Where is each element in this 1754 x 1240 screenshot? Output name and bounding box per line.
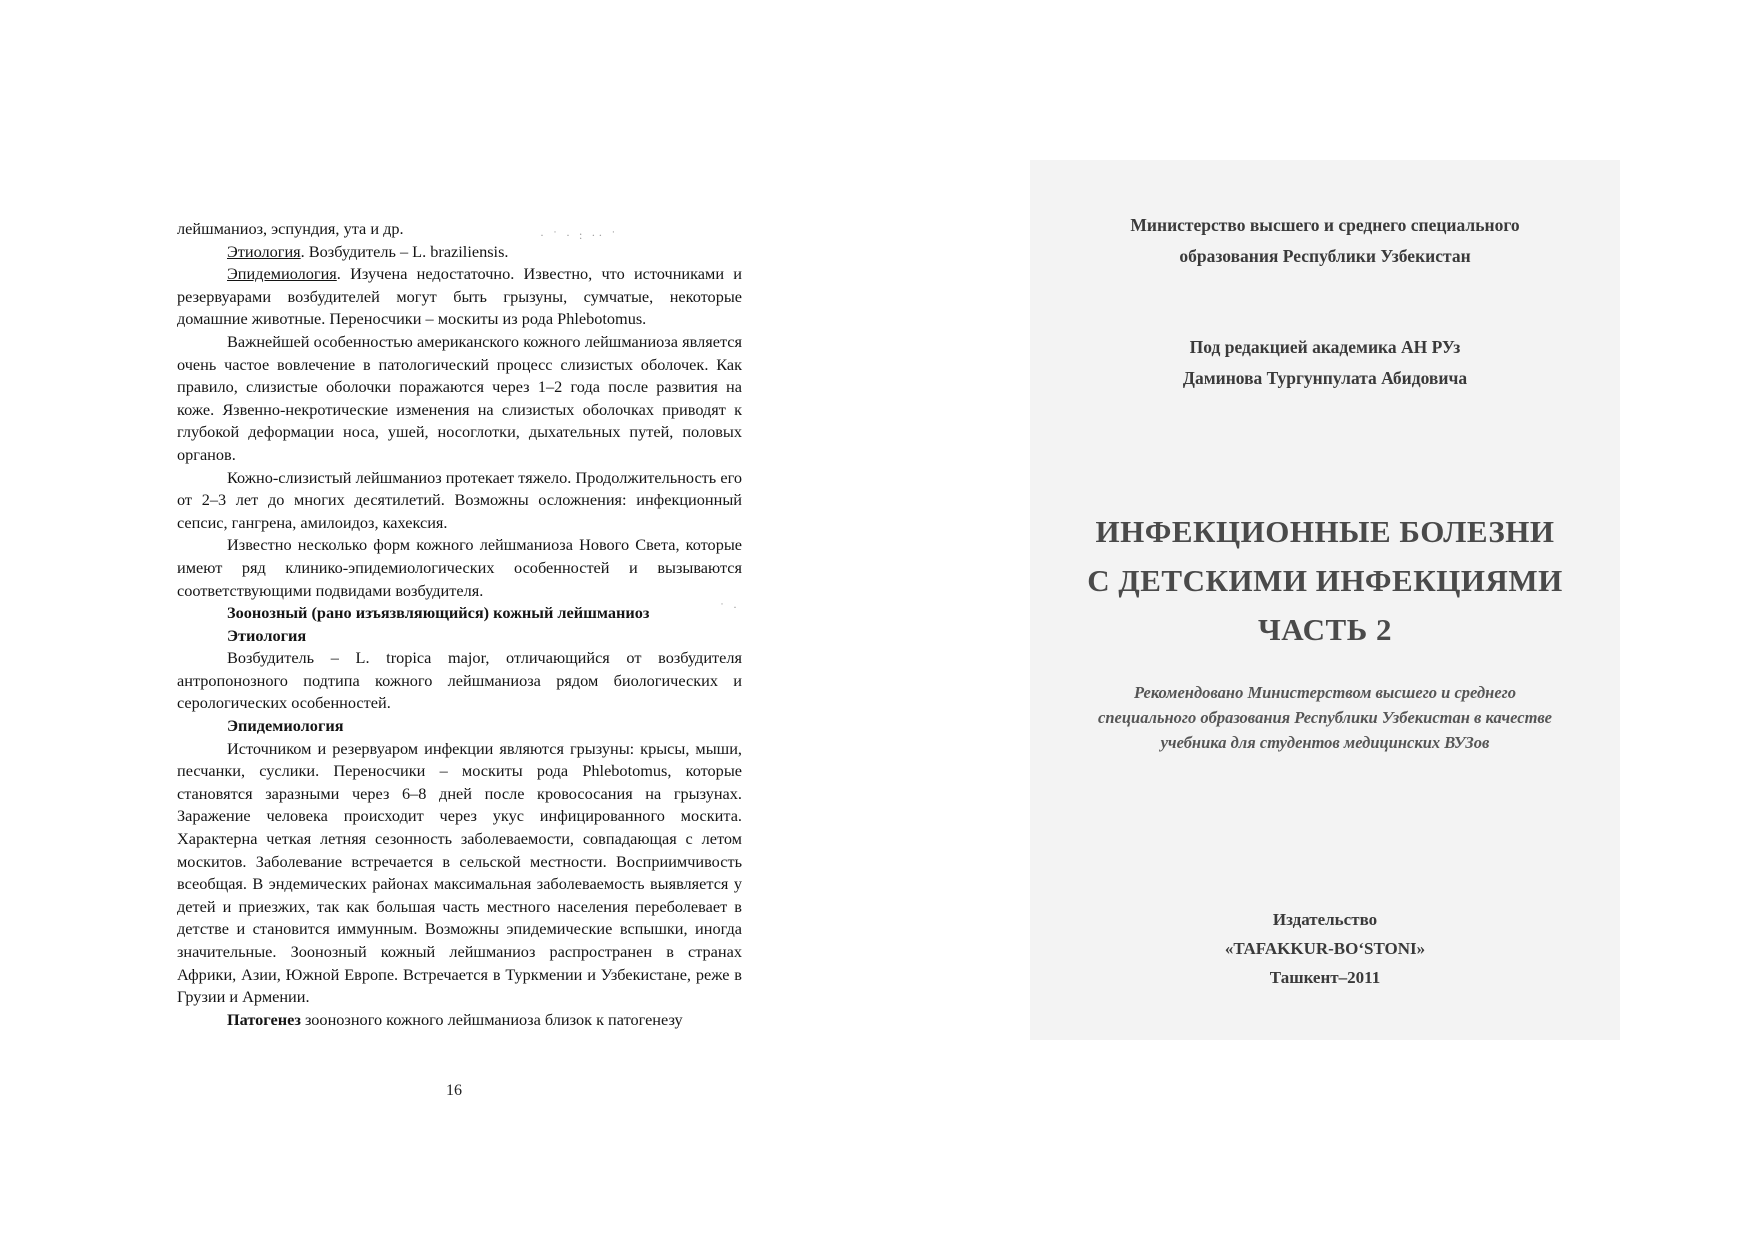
epidemiology-label: Эпидемиология: [227, 264, 337, 284]
paragraph-zoonotic-epidemiology: Источником и резервуаром инфекции являются грызуны: крысы, мыши, песчанки, суслики. Переносчики – москиты рода Phlebotomus, которые становятся заразными через 6–8 дней после кровососания на грызунах. Заражение человека происходит через укус инфицированного москита. Характерна четкая летняя сезонность заболеваемости, совпадающая с летом москитов. Заболевание встречается в сельской местности. Восприимчивость всеобщая. В эндемических районах максимальная заболеваемость выявляется у детей и приезжих, так как большая часть местного населения переболевает в детстве и становится иммунным. Возможны эпидемические вспышки, иногда значительные. Зоонозный кожный лейшманиоз распространен в странах Африки, Азии, Южной Европе. Встречается в Туркмении и Узбекистане, реже в Грузии и Армении.: [177, 738, 742, 1007]
ministry-line-2: образования Республики Узбекистан: [1179, 246, 1471, 266]
paragraph-intro: лейшманиоз, эспундия, ута и др.: [177, 219, 404, 238]
editor-line-2: Даминова Тургунпулата Абидовича: [1182, 368, 1468, 388]
recommend-line-3: учебника для студентов медицинских ВУЗов: [1160, 733, 1490, 752]
editor-block: [1030, 332, 1620, 394]
paragraph-epidemiology: Эпидемиология. Изучена недостаточно. Известно, что источниками и резервуарами возбудителей могут быть грызуны, сумчатые, некоторые домашние животные. Переносчики – москиты из рода Phlebotomus.: [177, 264, 742, 329]
publisher-label: Издательство: [1272, 910, 1378, 929]
paragraph-forms: Известно несколько форм кожного лейшманиоза Нового Света, которые имеют ряд клинико-эпидемиологических особенностей и вызываются соответствующими подвидами возбудителя.: [177, 535, 742, 600]
recommendation-block: [1030, 680, 1620, 755]
pathogenesis-label: Патогенез: [227, 1009, 301, 1029]
paragraph-etiology: Этиология. Возбудитель – L. braziliensis.: [227, 241, 509, 261]
city-year: Ташкент–2011: [1269, 968, 1381, 987]
book-title: [1030, 507, 1620, 654]
paragraph-course: Кожно-слизистый лейшманиоз протекает тяжело. Продолжительность его от 2–3 лет до многих десятилетий. Возможны осложнения: инфекционный сепсис, гангрена, амилоидоз, кахексия.: [177, 467, 742, 532]
editor-line-1: Под редакцией академика АН РУз: [1189, 337, 1461, 357]
paragraph-pathogenesis: Патогенез зоонозного кожного лейшманиоза близок к патогенезу: [227, 1009, 683, 1029]
scan-speck: ˙ ·: [720, 600, 740, 614]
book-title-line-1: ИНФЕКЦИОННЫЕ БОЛЕЗНИ: [1095, 514, 1555, 549]
ministry-line-1: Министерство высшего и среднего специального: [1130, 215, 1520, 235]
title-page: [1030, 160, 1620, 1040]
book-title-line-2: С ДЕТСКИМИ ИНФЕКЦИЯМИ: [1087, 563, 1563, 598]
publisher-name: «TAFAKKUR-BO‘STONI»: [1224, 939, 1426, 958]
scan-speck: · ˙ · : ·· ˙: [540, 228, 619, 242]
page-number: 16: [446, 1082, 462, 1099]
recommend-line-1: Рекомендовано Министерством высшего и среднего: [1134, 683, 1516, 702]
book-title-line-3: ЧАСТЬ 2: [1258, 612, 1392, 647]
heading-zoonotic: Зоонозный (рано изъязвляющийся) кожный лейшманиоз: [227, 603, 650, 623]
ministry-block: [1030, 210, 1620, 272]
left-page: [177, 218, 742, 1031]
recommend-line-2: специального образования Республики Узбекистан в качестве: [1098, 708, 1552, 727]
etiology-label: Этиология: [227, 241, 301, 261]
heading-epidemiology: Эпидемиология: [227, 716, 344, 736]
paragraph-zoonotic-etiology: Возбудитель – L. tropica major, отличающийся от возбудителя антропонозного подтипа кожного лейшманиоза рядом биологических и серологических особенностей.: [177, 648, 742, 713]
heading-etiology: Этиология: [227, 625, 307, 645]
paragraph-mucosa: Важнейшей особенностью американского кожного лейшманиоза является очень частое вовлечение в патологический процесс слизистых оболочек. Как правило, слизистые оболочки поражаются через 1–2 года после развития на коже. Язвенно-некротические изменения на слизистых оболочках приводят к глубокой деформации носа, ушей, носоглотки, дыхательных путей, половых органов.: [177, 331, 742, 464]
publisher-block: [1030, 905, 1620, 992]
